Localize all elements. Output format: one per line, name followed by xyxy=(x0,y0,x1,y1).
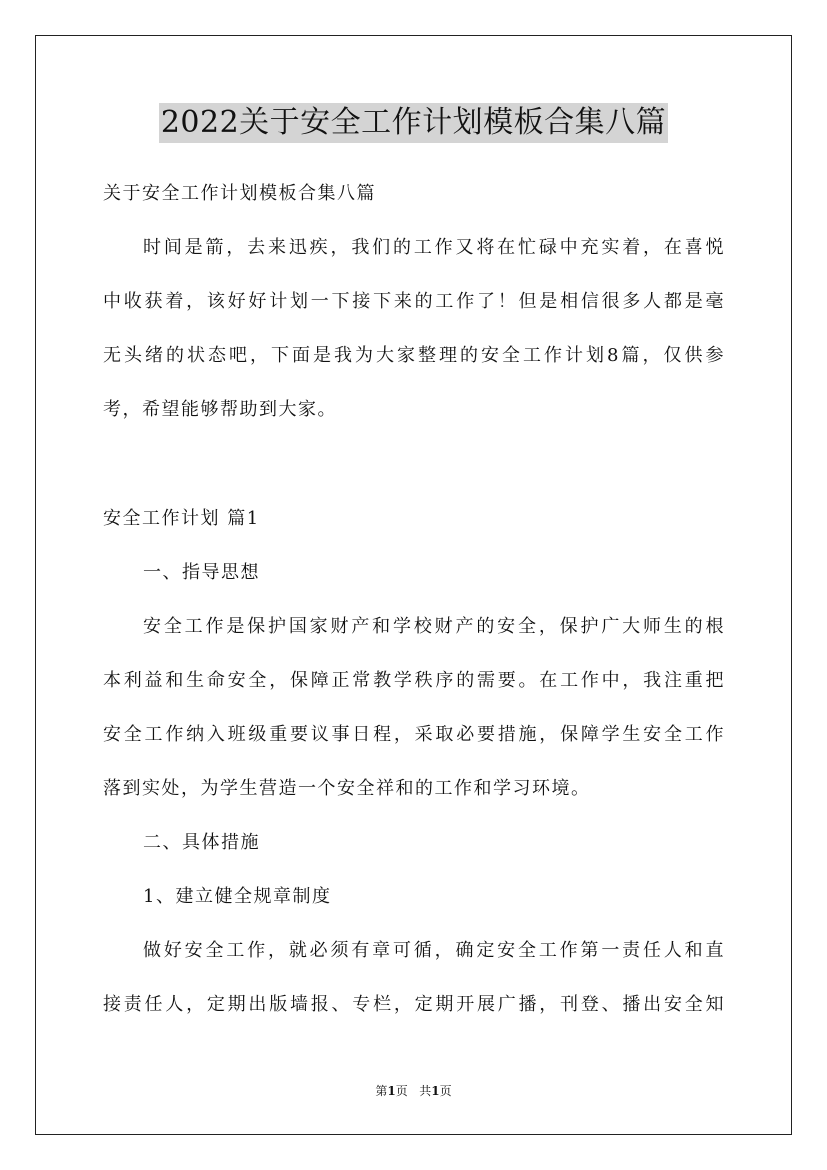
intro-line-3: 无头绪的状态吧，下面是我为大家整理的安全工作计划8篇，仅供参 xyxy=(103,345,725,366)
footer-total-prefix: 共 xyxy=(419,1084,432,1098)
heading-measures: 二、具体措施 xyxy=(143,832,260,853)
para2-line-1: 做好安全工作，就必须有章可循，确定安全工作第一责任人和直 xyxy=(143,940,725,961)
section-title: 安全工作计划 篇1 xyxy=(103,508,260,529)
para1-line-4: 落到实处，为学生营造一个安全祥和的工作和学习环境。 xyxy=(103,778,591,799)
footer-page-suffix: 页 xyxy=(395,1084,408,1098)
document-title: 2022关于安全工作计划模板合集八篇 xyxy=(159,103,668,143)
intro-line-1: 时间是箭，去来迅疾，我们的工作又将在忙碌中充实着，在喜悦 xyxy=(143,237,725,258)
footer-total-suffix: 页 xyxy=(439,1084,452,1098)
para1-line-2: 本利益和生命安全，保障正常教学秩序的需要。在工作中，我注重把 xyxy=(103,670,725,691)
footer-total-number: 1 xyxy=(431,1084,440,1098)
title-wrap xyxy=(0,103,827,143)
para2-line-2: 接责任人，定期出版墙报、专栏，定期开展广播，刊登、播出安全知 xyxy=(103,994,725,1015)
para1-line-1: 安全工作是保护国家财产和学校财产的安全，保护广大师生的根 xyxy=(143,616,725,637)
footer-page-prefix: 第 xyxy=(375,1084,388,1098)
intro-line-2: 中收获着，该好好计划一下接下来的工作了！但是相信很多人都是毫 xyxy=(103,291,725,312)
para1-line-3: 安全工作纳入班级重要议事日程，采取必要措施，保障学生安全工作 xyxy=(103,724,725,745)
document-subtitle: 关于安全工作计划模板合集八篇 xyxy=(103,183,376,204)
sub-heading-rules: 1、建立健全规章制度 xyxy=(143,886,332,907)
footer-page-number: 1 xyxy=(387,1084,396,1098)
intro-line-4: 考，希望能够帮助到大家。 xyxy=(103,399,337,420)
page-footer xyxy=(0,1083,827,1099)
heading-guiding-thought: 一、指导思想 xyxy=(143,562,260,583)
